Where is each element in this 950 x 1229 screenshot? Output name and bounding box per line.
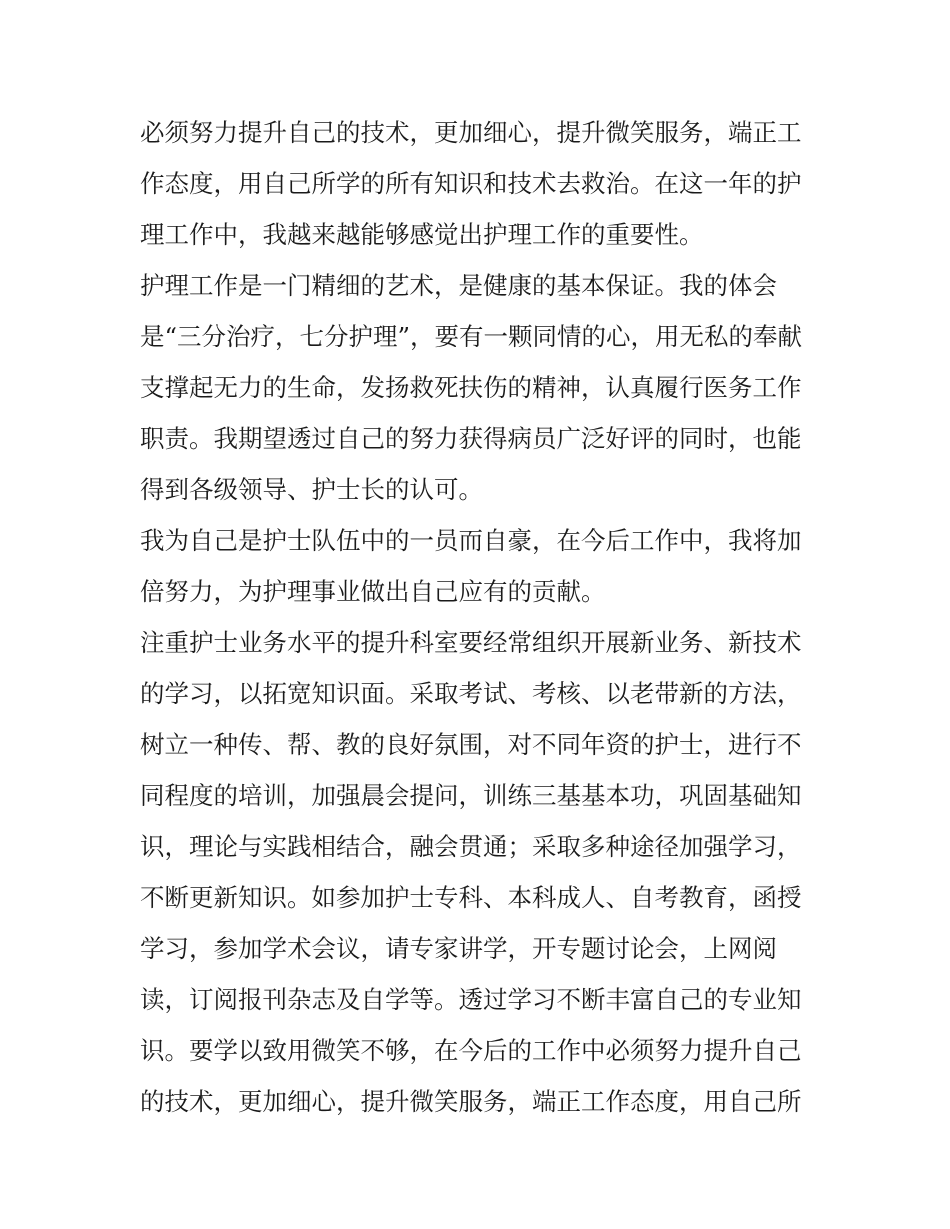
text-line: 得到各级领导、护士长的认可。 bbox=[140, 475, 483, 504]
text-line: 的学习，以拓宽知识面。采取考试、考核、以老带新的方法， bbox=[140, 679, 802, 708]
text-line: 必须努力提升自己的技术，更加细心，提升微笑服务，端正工 bbox=[140, 118, 802, 147]
text-line: 职责。我期望透过自己的努力获得病员广泛好评的同时，也能 bbox=[140, 424, 802, 453]
text-line: 学习，参加学术会议，请专家讲学，开专题讨论会，上网阅 bbox=[140, 934, 777, 963]
document-body bbox=[140, 107, 820, 1127]
text-line: 作态度，用自己所学的所有知识和技术去救治。在这一年的护 bbox=[140, 169, 802, 198]
text-line: 护理工作是一门精细的艺术，是健康的基本保证。我的体会 bbox=[140, 271, 777, 300]
text-line: 理工作中，我越来越能够感觉出护理工作的重要性。 bbox=[140, 220, 704, 249]
text-line: 倍努力，为护理事业做出自己应有的贡献。 bbox=[140, 577, 606, 606]
text-line: 树立一种传、帮、教的良好氛围，对不同年资的护士，进行不 bbox=[140, 730, 802, 759]
text-line: 识。要学以致用微笑不够，在今后的工作中必须努力提升自己 bbox=[140, 1036, 802, 1065]
text-line: 我为自己是护士队伍中的一员而自豪，在今后工作中，我将加 bbox=[140, 526, 802, 555]
text-line: 注重护士业务水平的提升科室要经常组织开展新业务、新技术 bbox=[140, 628, 802, 657]
text-line: 识，理论与实践相结合，融会贯通；采取多种途径加强学习， bbox=[140, 832, 802, 861]
text-line: 同程度的培训，加强晨会提问，训练三基基本功，巩固基础知 bbox=[140, 781, 802, 810]
text-line: 的技术，更加细心，提升微笑服务，端正工作态度，用自己所 bbox=[140, 1087, 802, 1116]
text-line: 读，订阅报刊杂志及自学等。透过学习不断丰富自己的专业知 bbox=[140, 985, 802, 1014]
text-line: 支撑起无力的生命，发扬救死扶伤的精神，认真履行医务工作 bbox=[140, 373, 802, 402]
text-line: 是“三分治疗，七分护理”，要有一颗同情的心，用无私的奉献 bbox=[140, 322, 803, 351]
text-line: 不断更新知识。如参加护士专科、本科成人、自考教育，函授 bbox=[140, 883, 802, 912]
